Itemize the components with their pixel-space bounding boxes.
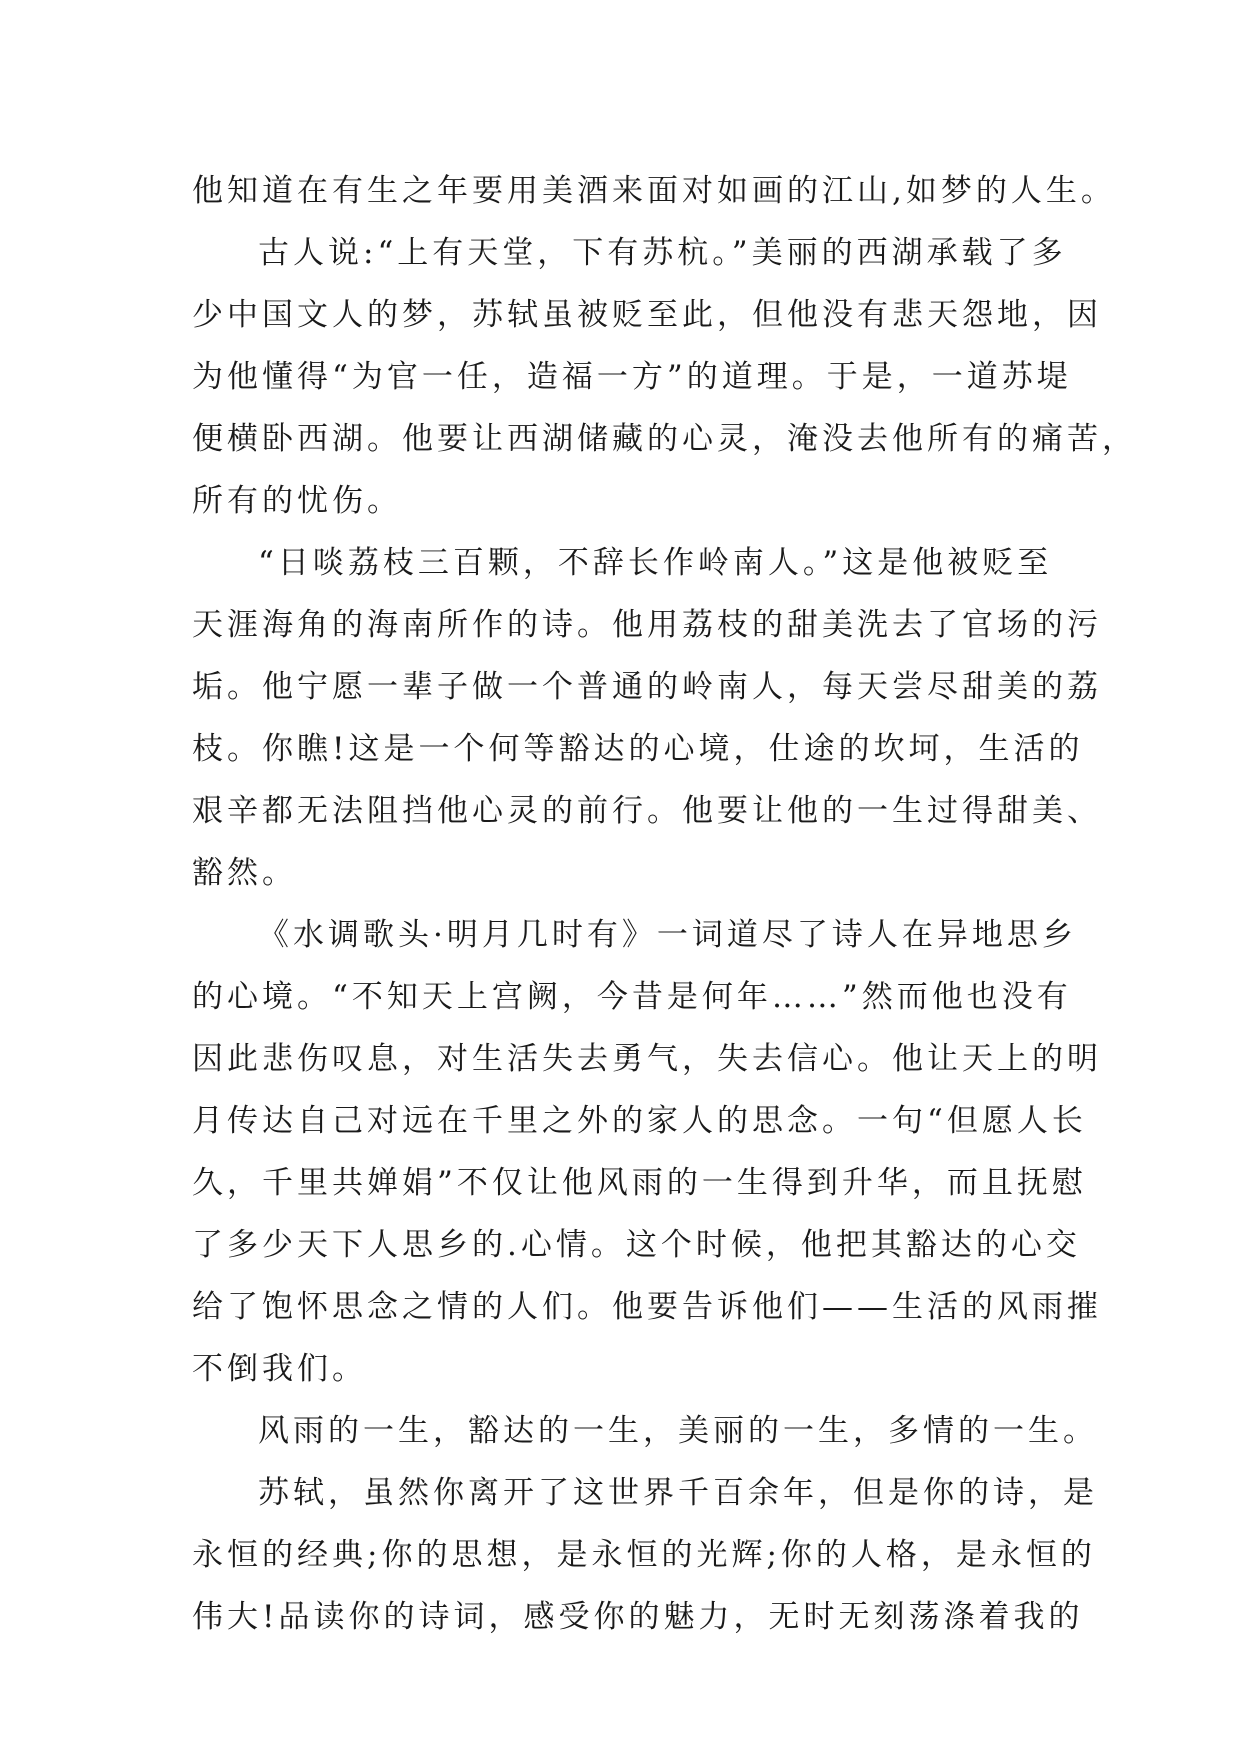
body-text [192,160,1137,1648]
text-line: 天涯海角的海南所作的诗。他用荔枝的甜美洗去了官场的污 [192,607,1102,643]
text-line: 为他懂得“为官一任，造福一方”的道理。于是，一道苏堤 [192,359,1072,395]
text-line: 给了饱怀思念之情的人们。他要告诉他们——生活的风雨摧 [192,1289,1102,1325]
text-line: 了多少天下人思乡的.心情。这个时候，他把其豁达的心交 [192,1227,1081,1263]
text-line: 不倒我们。 [192,1351,367,1387]
text-line: 古人说:“上有天堂，下有苏杭。”美丽的西湖承载了多 [258,235,1067,271]
text-line: 久，千里共婵娟”不仅让他风雨的一生得到升华，而且抚慰 [192,1165,1087,1201]
paragraph [192,222,1137,532]
text-line: 艰辛都无法阻挡他心灵的前行。他要让他的一生过得甜美、 [192,793,1102,829]
text-line: 苏轼，虽然你离开了这世界千百余年，但是你的诗，是 [258,1475,1098,1511]
text-line: 少中国文人的梦，苏轼虽被贬至此，但他没有悲天怨地，因 [192,297,1102,333]
text-line: 月传达自己对远在千里之外的家人的思念。一句“但愿人长 [192,1103,1087,1139]
text-line: 他知道在有生之年要用美酒来面对如画的江山,如梦的人生。 [192,173,1116,209]
text-line: 豁然。 [192,855,297,891]
paragraph [192,160,1116,222]
text-line: 风雨的一生，豁达的一生，美丽的一生，多情的一生。 [258,1413,1098,1449]
paragraph [192,1400,1098,1462]
paragraph [192,904,1102,1400]
text-line: 《水调歌头·明月几时有》一词道尽了诗人在异地思乡 [258,917,1077,953]
paragraph [192,532,1102,904]
text-line: 因此悲伤叹息，对生活失去勇气，失去信心。他让天上的明 [192,1041,1102,1077]
text-line: 伟大!品读你的诗词，感受你的魅力，无时无刻荡涤着我的 [192,1599,1084,1635]
text-line: 所有的忧伤。 [192,483,402,519]
text-line: 的心境。“不知天上宫阙，今昔是何年……”然而他也没有 [192,979,1072,1015]
text-line: 垢。他宁愿一辈子做一个普通的岭南人，每天尝尽甜美的荔 [192,669,1102,705]
text-line: 枝。你瞧!这是一个何等豁达的心境，仕途的坎坷，生活的 [192,731,1084,767]
text-line: 便横卧西湖。他要让西湖储藏的心灵，淹没去他所有的痛苦， [192,421,1137,457]
paragraph [192,1462,1098,1648]
text-line: “日啖荔枝三百颗，不辞长作岭南人。”这是他被贬至 [258,545,1053,581]
text-line: 永恒的经典;你的思想，是永恒的光辉;你的人格，是永恒的 [192,1537,1096,1573]
